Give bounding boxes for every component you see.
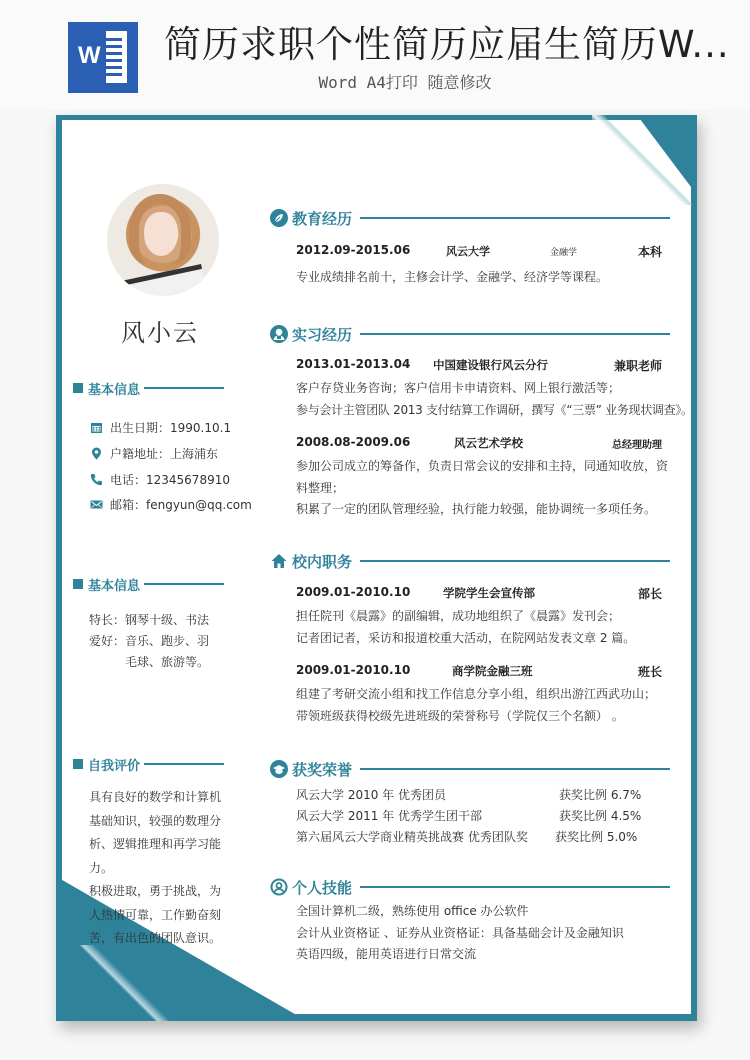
specialty-row: 特长： 钢琴十级、书法 — [89, 613, 210, 627]
phone-icon — [90, 473, 103, 486]
award-row: 第六届风云大学商业精英挑战赛 优秀团队奖 获奖比例 5.0% — [296, 830, 638, 844]
skill-item: 全国计算机二级，熟练使用 office 办公软件 — [296, 904, 529, 918]
square-bullet-icon — [73, 383, 83, 393]
divider — [360, 886, 670, 888]
divider — [144, 387, 224, 389]
info-phone: 电话：12345678910 — [90, 471, 230, 488]
hobby-row: 爱好： 音乐、跑步、羽毛球、旅游等。 — [89, 634, 210, 669]
self-eval-text: 具有良好的数学和计算机基础知识，较强的数理分析、逻辑推理和再学习能力。 积极进取，勇于挑战，为人热情可靠，工作勤奋刻苦，有出色的团队意识。 — [89, 790, 222, 945]
skill-item: 会计从业资格证 、证券从业资格证：具备基础会计及金融知识 — [296, 925, 624, 940]
document-header — [0, 0, 750, 110]
internship-entry-header: 2008.08-2009.06 风云艺术学校 总经理助理 — [296, 435, 662, 451]
self-eval-heading: 自我评价 — [73, 755, 224, 773]
document-title: 简历求职个性简历应届生简历W... — [164, 23, 730, 66]
campus-entry-header: 2009.01-2010.10 商学院金融三班 班长 — [296, 663, 662, 679]
campus-entry-header: 2009.01-2010.10 学院学生会宣传部 部长 — [296, 585, 662, 601]
internship-entry-header: 2013.01-2013.04 中国建设银行风云分行 兼职老师 — [296, 357, 662, 373]
divider — [144, 583, 224, 585]
home-icon — [270, 552, 288, 570]
word-icon: W — [68, 22, 138, 93]
interests-block — [89, 610, 219, 673]
info-birthdate: 出生日期：1990.10.1 — [90, 419, 231, 436]
award-row: 风云大学 2011 年 优秀学生团干部 获奖比例 4.5% — [296, 809, 642, 823]
avatar — [107, 184, 219, 296]
skills-heading: 个人技能 — [270, 877, 670, 897]
info-hometown: 户籍地址：上海浦东 — [90, 445, 218, 462]
internship-heading: 实习经历 — [270, 324, 670, 344]
graduation-cap-icon — [270, 760, 288, 778]
internship-entry-desc: 参加公司成立的筹备作，负责日常会议的安排和主持，同通知收放，资料整理； 积累了一定的团队管理经验，执行能力较强，能协调统一多项任务。 — [296, 459, 669, 516]
mail-icon — [90, 498, 103, 511]
education-heading: 教育经历 — [270, 208, 670, 228]
divider — [360, 333, 670, 335]
info-email: 邮箱：fengyun@qq.com — [90, 496, 252, 513]
square-bullet-icon — [73, 579, 83, 589]
basic-info-heading: 基本信息 — [73, 379, 224, 397]
education-entry-header: 2012.09-2015.06 风云大学 金融学 本科 — [296, 243, 662, 259]
square-bullet-icon — [73, 759, 83, 769]
candidate-name: 风小云 — [121, 319, 199, 347]
internship-entry-desc: 客户存贷业务咨询；客户信用卡申请资料、网上银行激活等； 参与会计主管团队 2013 支付结算工作调研，撰写《“三票” 业务现状调查》。 — [296, 381, 693, 417]
calendar-icon — [90, 421, 103, 434]
person-icon — [270, 878, 288, 896]
education-entry-desc: 专业成绩排名前十，主修会计学、金融学、经济学等课程。 — [296, 270, 609, 284]
campus-entry-desc: 组建了考研交流小组和找工作信息分享小组，组织出游江西武功山； 带领班级获得校级先进班级的荣誉称号（学院仅三个名额） 。 — [296, 687, 657, 723]
campus-entry-desc: 担任院刊《晨露》的副编辑，成功地组织了《晨露》发刊会； 记者团记者，采访和报道校重大活动，在院网站发表文章 2 篇。 — [296, 609, 636, 645]
awards-heading: 获奖荣誉 — [270, 759, 670, 779]
skills-list — [296, 901, 668, 966]
campus-heading: 校内职务 — [270, 551, 670, 571]
divider — [144, 763, 224, 765]
leaf-icon — [270, 209, 288, 227]
divider — [360, 768, 670, 770]
user-badge-icon — [270, 325, 288, 343]
divider — [360, 217, 670, 219]
document-subtitle: Word A4打印 随意修改 — [318, 73, 492, 92]
location-pin-icon — [90, 447, 103, 460]
divider — [360, 560, 670, 562]
award-row: 风云大学 2010 年 优秀团员 获奖比例 6.7% — [296, 788, 642, 802]
interests-heading: 基本信息 — [73, 575, 224, 593]
skill-item: 英语四级，能用英语进行日常交流 — [296, 947, 477, 961]
